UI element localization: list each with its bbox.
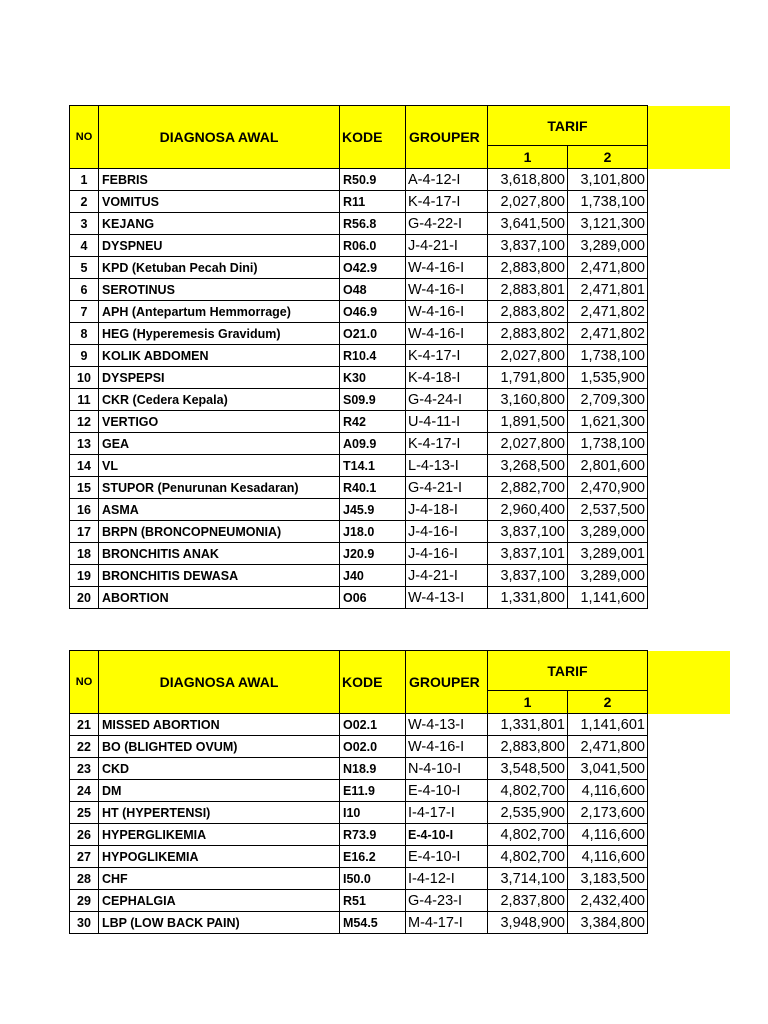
kode-cell: O48 bbox=[340, 279, 406, 301]
tarif-1-cell: 3,268,500 bbox=[488, 455, 568, 477]
tarif-1-cell: 2,882,700 bbox=[488, 477, 568, 499]
kode-cell: R73.9 bbox=[340, 824, 406, 846]
grouper-cell: J-4-18-I bbox=[406, 499, 488, 521]
tarif-2-cell: 3,289,000 bbox=[568, 521, 648, 543]
table-row bbox=[70, 868, 730, 890]
kode-cell: O46.9 bbox=[340, 301, 406, 323]
tarif-2-cell: 1,535,900 bbox=[568, 367, 648, 389]
tarif-1-cell: 2,883,802 bbox=[488, 323, 568, 345]
tarif-table-1 bbox=[69, 105, 730, 609]
kode-cell: E11.9 bbox=[340, 780, 406, 802]
kode-cell: O02.0 bbox=[340, 736, 406, 758]
row-number: 15 bbox=[70, 477, 99, 499]
kode-cell: S09.9 bbox=[340, 389, 406, 411]
kode-cell: R50.9 bbox=[340, 169, 406, 191]
table-row bbox=[70, 345, 730, 367]
row-number: 17 bbox=[70, 521, 99, 543]
tarif-2-cell: 3,121,300 bbox=[568, 213, 648, 235]
grouper-cell: J-4-16-I bbox=[406, 521, 488, 543]
tarif-1-cell: 3,837,100 bbox=[488, 521, 568, 543]
tarif-2-cell: 1,738,100 bbox=[568, 191, 648, 213]
header-no: NO bbox=[70, 106, 99, 169]
header-diagnosa: DIAGNOSA AWAL bbox=[99, 106, 340, 169]
row-number: 7 bbox=[70, 301, 99, 323]
diagnosa-cell: VL bbox=[99, 455, 340, 477]
tarif-table-2 bbox=[69, 650, 730, 934]
diagnosa-cell: HYPOGLIKEMIA bbox=[99, 846, 340, 868]
table-row bbox=[70, 846, 730, 868]
diagnosa-cell: STUPOR (Penurunan Kesadaran) bbox=[99, 477, 340, 499]
kode-cell: R10.4 bbox=[340, 345, 406, 367]
row-number: 24 bbox=[70, 780, 99, 802]
tarif-1-cell: 4,802,700 bbox=[488, 846, 568, 868]
row-number: 30 bbox=[70, 912, 99, 934]
tarif-1-cell: 3,160,800 bbox=[488, 389, 568, 411]
tarif-1-cell: 2,960,400 bbox=[488, 499, 568, 521]
grouper-cell: W-4-16-I bbox=[406, 736, 488, 758]
header-diagnosa: DIAGNOSA AWAL bbox=[99, 651, 340, 714]
diagnosa-cell: GEA bbox=[99, 433, 340, 455]
table-2-body bbox=[70, 651, 730, 934]
table-row bbox=[70, 780, 730, 802]
row-number: 20 bbox=[70, 587, 99, 609]
table-row bbox=[70, 521, 730, 543]
tarif-1-cell: 3,837,100 bbox=[488, 565, 568, 587]
tarif-2-cell: 2,709,300 bbox=[568, 389, 648, 411]
tarif-2-cell: 2,471,800 bbox=[568, 736, 648, 758]
kode-cell: T14.1 bbox=[340, 455, 406, 477]
row-number: 28 bbox=[70, 868, 99, 890]
grouper-cell: G-4-21-I bbox=[406, 477, 488, 499]
table-row bbox=[70, 565, 730, 587]
row-number: 25 bbox=[70, 802, 99, 824]
grouper-cell: G-4-22-I bbox=[406, 213, 488, 235]
tarif-2-cell: 3,101,800 bbox=[568, 169, 648, 191]
diagnosa-cell: BRONCHITIS DEWASA bbox=[99, 565, 340, 587]
header-tarif: TARIF bbox=[488, 651, 648, 691]
diagnosa-cell: ABORTION bbox=[99, 587, 340, 609]
grouper-cell: K-4-17-I bbox=[406, 191, 488, 213]
diagnosa-cell: BO (BLIGHTED OVUM) bbox=[99, 736, 340, 758]
diagnosa-cell: MISSED ABORTION bbox=[99, 714, 340, 736]
tarif-2-cell: 4,116,600 bbox=[568, 846, 648, 868]
kode-cell: R06.0 bbox=[340, 235, 406, 257]
grouper-cell: G-4-23-I bbox=[406, 890, 488, 912]
grouper-cell: N-4-10-I bbox=[406, 758, 488, 780]
grouper-cell: W-4-13-I bbox=[406, 587, 488, 609]
table-row bbox=[70, 235, 730, 257]
diagnosa-cell: FEBRIS bbox=[99, 169, 340, 191]
header-tarif-1: 1 bbox=[488, 691, 568, 714]
diagnosa-cell: DYSPEPSI bbox=[99, 367, 340, 389]
grouper-cell: I-4-12-I bbox=[406, 868, 488, 890]
tarif-1-cell: 3,837,100 bbox=[488, 235, 568, 257]
tarif-2-cell: 1,738,100 bbox=[568, 345, 648, 367]
table-row bbox=[70, 587, 730, 609]
diagnosa-cell: BRONCHITIS ANAK bbox=[99, 543, 340, 565]
kode-cell: R42 bbox=[340, 411, 406, 433]
tarif-1-cell: 4,802,700 bbox=[488, 824, 568, 846]
row-number: 21 bbox=[70, 714, 99, 736]
table-row bbox=[70, 213, 730, 235]
diagnosa-cell: KEJANG bbox=[99, 213, 340, 235]
tarif-2-cell: 2,471,802 bbox=[568, 323, 648, 345]
table-row bbox=[70, 301, 730, 323]
diagnosa-cell: HYPERGLIKEMIA bbox=[99, 824, 340, 846]
row-number: 12 bbox=[70, 411, 99, 433]
grouper-cell: E-4-10-I bbox=[406, 824, 488, 846]
table-row bbox=[70, 499, 730, 521]
tarif-2-cell: 2,471,801 bbox=[568, 279, 648, 301]
grouper-cell: K-4-17-I bbox=[406, 345, 488, 367]
row-number: 22 bbox=[70, 736, 99, 758]
tarif-1-cell: 3,837,101 bbox=[488, 543, 568, 565]
diagnosa-cell: HT (HYPERTENSI) bbox=[99, 802, 340, 824]
kode-cell: R40.1 bbox=[340, 477, 406, 499]
row-number: 4 bbox=[70, 235, 99, 257]
tarif-2-cell: 3,183,500 bbox=[568, 868, 648, 890]
grouper-cell: U-4-11-I bbox=[406, 411, 488, 433]
diagnosa-cell: SEROTINUS bbox=[99, 279, 340, 301]
row-number: 19 bbox=[70, 565, 99, 587]
grouper-cell: E-4-10-I bbox=[406, 780, 488, 802]
grouper-cell: J-4-16-I bbox=[406, 543, 488, 565]
grouper-cell: E-4-10-I bbox=[406, 846, 488, 868]
header-fill bbox=[648, 651, 730, 714]
tarif-1-cell: 2,883,802 bbox=[488, 301, 568, 323]
kode-cell: J20.9 bbox=[340, 543, 406, 565]
table-row bbox=[70, 191, 730, 213]
header-kode: KODE bbox=[340, 651, 406, 714]
tarif-2-cell: 2,801,600 bbox=[568, 455, 648, 477]
grouper-cell: A-4-12-I bbox=[406, 169, 488, 191]
tarif-2-cell: 2,471,800 bbox=[568, 257, 648, 279]
row-number: 3 bbox=[70, 213, 99, 235]
tarif-1-cell: 3,641,500 bbox=[488, 213, 568, 235]
grouper-cell: J-4-21-I bbox=[406, 565, 488, 587]
tarif-2-cell: 1,141,601 bbox=[568, 714, 648, 736]
tarif-1-cell: 4,802,700 bbox=[488, 780, 568, 802]
diagnosa-cell: LBP (LOW BACK PAIN) bbox=[99, 912, 340, 934]
tarif-1-cell: 2,027,800 bbox=[488, 345, 568, 367]
row-number: 13 bbox=[70, 433, 99, 455]
row-number: 16 bbox=[70, 499, 99, 521]
diagnosa-cell: CKR (Cedera Kepala) bbox=[99, 389, 340, 411]
tarif-1-cell: 2,837,800 bbox=[488, 890, 568, 912]
kode-cell: K30 bbox=[340, 367, 406, 389]
tarif-2-cell: 2,173,600 bbox=[568, 802, 648, 824]
header-fill bbox=[648, 106, 730, 169]
row-number: 26 bbox=[70, 824, 99, 846]
table-row bbox=[70, 257, 730, 279]
tarif-2-cell: 3,384,800 bbox=[568, 912, 648, 934]
tarif-2-cell: 3,289,000 bbox=[568, 565, 648, 587]
kode-cell: J45.9 bbox=[340, 499, 406, 521]
row-number: 18 bbox=[70, 543, 99, 565]
kode-cell: R56.8 bbox=[340, 213, 406, 235]
kode-cell: N18.9 bbox=[340, 758, 406, 780]
row-number: 29 bbox=[70, 890, 99, 912]
table-row bbox=[70, 912, 730, 934]
row-number: 1 bbox=[70, 169, 99, 191]
kode-cell: J18.0 bbox=[340, 521, 406, 543]
diagnosa-cell: KPD (Ketuban Pecah Dini) bbox=[99, 257, 340, 279]
tarif-1-cell: 1,891,500 bbox=[488, 411, 568, 433]
grouper-cell: W-4-16-I bbox=[406, 279, 488, 301]
row-number: 14 bbox=[70, 455, 99, 477]
kode-cell: J40 bbox=[340, 565, 406, 587]
grouper-cell: K-4-17-I bbox=[406, 433, 488, 455]
grouper-cell: I-4-17-I bbox=[406, 802, 488, 824]
grouper-cell: M-4-17-I bbox=[406, 912, 488, 934]
kode-cell: R11 bbox=[340, 191, 406, 213]
diagnosa-cell: BRPN (BRONCOPNEUMONIA) bbox=[99, 521, 340, 543]
kode-cell: M54.5 bbox=[340, 912, 406, 934]
row-number: 5 bbox=[70, 257, 99, 279]
header-no: NO bbox=[70, 651, 99, 714]
table-row bbox=[70, 323, 730, 345]
tarif-1-cell: 2,883,800 bbox=[488, 736, 568, 758]
kode-cell: R51 bbox=[340, 890, 406, 912]
grouper-cell: W-4-16-I bbox=[406, 323, 488, 345]
tarif-1-cell: 3,714,100 bbox=[488, 868, 568, 890]
kode-cell: A09.9 bbox=[340, 433, 406, 455]
kode-cell: O42.9 bbox=[340, 257, 406, 279]
table-row bbox=[70, 890, 730, 912]
tarif-2-cell: 4,116,600 bbox=[568, 780, 648, 802]
row-number: 9 bbox=[70, 345, 99, 367]
header-tarif-2: 2 bbox=[568, 691, 648, 714]
tarif-2-cell: 2,537,500 bbox=[568, 499, 648, 521]
row-number: 10 bbox=[70, 367, 99, 389]
row-number: 6 bbox=[70, 279, 99, 301]
row-number: 23 bbox=[70, 758, 99, 780]
table-2-header-row bbox=[70, 651, 730, 691]
kode-cell: I10 bbox=[340, 802, 406, 824]
row-number: 27 bbox=[70, 846, 99, 868]
table-row bbox=[70, 758, 730, 780]
diagnosa-cell: CEPHALGIA bbox=[99, 890, 340, 912]
row-number: 11 bbox=[70, 389, 99, 411]
header-tarif-2: 2 bbox=[568, 146, 648, 169]
diagnosa-cell: APH (Antepartum Hemmorrage) bbox=[99, 301, 340, 323]
grouper-cell: L-4-13-I bbox=[406, 455, 488, 477]
diagnosa-cell: KOLIK ABDOMEN bbox=[99, 345, 340, 367]
grouper-cell: W-4-13-I bbox=[406, 714, 488, 736]
diagnosa-cell: VERTIGO bbox=[99, 411, 340, 433]
tarif-1-cell: 1,331,800 bbox=[488, 587, 568, 609]
table-row bbox=[70, 389, 730, 411]
diagnosa-cell: DYSPNEU bbox=[99, 235, 340, 257]
table-row bbox=[70, 169, 730, 191]
diagnosa-cell: HEG (Hyperemesis Gravidum) bbox=[99, 323, 340, 345]
kode-cell: E16.2 bbox=[340, 846, 406, 868]
table-row bbox=[70, 433, 730, 455]
tarif-2-cell: 1,738,100 bbox=[568, 433, 648, 455]
table-row bbox=[70, 714, 730, 736]
tarif-1-cell: 2,883,801 bbox=[488, 279, 568, 301]
diagnosa-cell: DM bbox=[99, 780, 340, 802]
table-row bbox=[70, 455, 730, 477]
tarif-1-cell: 2,883,800 bbox=[488, 257, 568, 279]
table-1-header-row bbox=[70, 106, 730, 146]
table-row bbox=[70, 367, 730, 389]
kode-cell: O21.0 bbox=[340, 323, 406, 345]
tarif-2-cell: 1,621,300 bbox=[568, 411, 648, 433]
grouper-cell: W-4-16-I bbox=[406, 301, 488, 323]
tarif-1-cell: 2,027,800 bbox=[488, 191, 568, 213]
diagnosa-cell: ASMA bbox=[99, 499, 340, 521]
tarif-1-cell: 3,548,500 bbox=[488, 758, 568, 780]
tarif-1-cell: 3,948,900 bbox=[488, 912, 568, 934]
tarif-1-cell: 2,535,900 bbox=[488, 802, 568, 824]
tarif-2-cell: 4,116,600 bbox=[568, 824, 648, 846]
tarif-1-cell: 3,618,800 bbox=[488, 169, 568, 191]
tarif-2-cell: 3,289,001 bbox=[568, 543, 648, 565]
kode-cell: O06 bbox=[340, 587, 406, 609]
diagnosa-cell: CKD bbox=[99, 758, 340, 780]
diagnosa-cell: VOMITUS bbox=[99, 191, 340, 213]
table-row bbox=[70, 411, 730, 433]
table-row bbox=[70, 802, 730, 824]
header-kode: KODE bbox=[340, 106, 406, 169]
row-number: 2 bbox=[70, 191, 99, 213]
table-1-body bbox=[70, 106, 730, 609]
kode-cell: I50.0 bbox=[340, 868, 406, 890]
tarif-2-cell: 1,141,600 bbox=[568, 587, 648, 609]
table-row bbox=[70, 543, 730, 565]
grouper-cell: W-4-16-I bbox=[406, 257, 488, 279]
header-tarif-1: 1 bbox=[488, 146, 568, 169]
header-tarif: TARIF bbox=[488, 106, 648, 146]
tarif-2-cell: 2,471,802 bbox=[568, 301, 648, 323]
kode-cell: O02.1 bbox=[340, 714, 406, 736]
tarif-2-cell: 3,289,000 bbox=[568, 235, 648, 257]
table-row bbox=[70, 279, 730, 301]
table-row bbox=[70, 736, 730, 758]
tarif-2-cell: 3,041,500 bbox=[568, 758, 648, 780]
grouper-cell: K-4-18-I bbox=[406, 367, 488, 389]
table-row bbox=[70, 824, 730, 846]
tarif-2-cell: 2,432,400 bbox=[568, 890, 648, 912]
tarif-1-cell: 1,331,801 bbox=[488, 714, 568, 736]
header-grouper: GROUPER bbox=[406, 651, 488, 714]
table-row bbox=[70, 477, 730, 499]
grouper-cell: G-4-24-I bbox=[406, 389, 488, 411]
row-number: 8 bbox=[70, 323, 99, 345]
grouper-cell: J-4-21-I bbox=[406, 235, 488, 257]
tarif-2-cell: 2,470,900 bbox=[568, 477, 648, 499]
tarif-1-cell: 2,027,800 bbox=[488, 433, 568, 455]
diagnosa-cell: CHF bbox=[99, 868, 340, 890]
header-grouper: GROUPER bbox=[406, 106, 488, 169]
tarif-1-cell: 1,791,800 bbox=[488, 367, 568, 389]
